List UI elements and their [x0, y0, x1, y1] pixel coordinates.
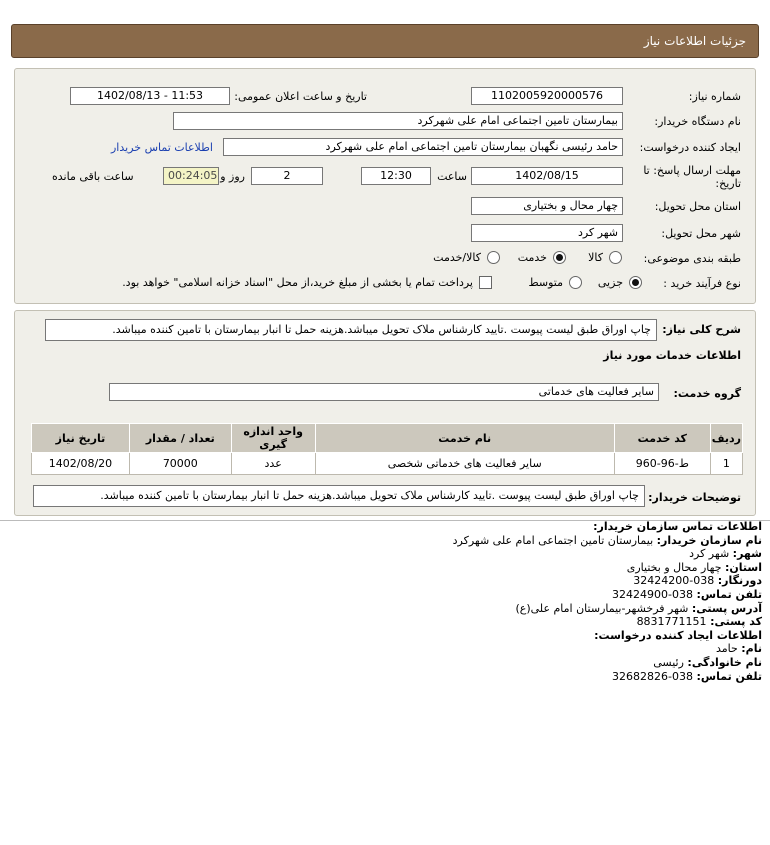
need-details-panel	[14, 310, 756, 516]
creator-family-line: نام خانوادگی: رئیسی	[653, 655, 762, 669]
contact-province-line: استان: چهار محال و بختیاری	[626, 560, 762, 574]
need-number-label: شماره نیاز:	[688, 90, 741, 103]
col-row: ردیف	[710, 424, 742, 453]
col-service-code: کد خدمت	[614, 424, 710, 453]
contact-info	[162, 520, 762, 683]
category-option-service: خدمت	[517, 251, 547, 264]
buyer-notes-label: توضیحات خریدار:	[648, 491, 741, 504]
category-option-goods: کالا	[588, 251, 603, 264]
service-group-label: گروه خدمت:	[673, 387, 741, 400]
contact-postal-line: کد پستی: 8831771151	[636, 615, 762, 629]
summary-label: شرح کلی نیاز:	[662, 323, 741, 336]
services-heading: اطلاعات خدمات مورد نیاز	[603, 349, 741, 362]
announce-field[interactable]: 1402/08/13 - 11:53	[70, 87, 230, 105]
need-info-panel	[14, 68, 756, 304]
creator-name-line: نام: حامد	[715, 642, 762, 656]
category-radio-goods-service[interactable]	[487, 251, 500, 264]
deadline-time-field[interactable]: 12:30	[361, 167, 431, 185]
days-label: روز و	[220, 170, 245, 183]
buyer-org-field[interactable]: بیمارستان تامین اجتماعی امام علی شهرکرد	[173, 112, 623, 130]
cell-quantity: 70000	[129, 453, 231, 475]
deadline-date-field[interactable]: 1402/08/15	[471, 167, 623, 185]
announce-label: تاریخ و ساعت اعلان عمومی:	[234, 90, 367, 103]
category-option-goods-service: کالا/خدمت	[433, 251, 481, 264]
col-service-name: نام خدمت	[315, 424, 614, 453]
buyer-contact-link[interactable]: اطلاعات تماس خریدار	[111, 141, 213, 154]
col-quantity: تعداد / مقدار	[129, 424, 231, 453]
province-label: استان محل تحویل:	[654, 200, 741, 213]
province-field[interactable]: چهار محال و بختیاری	[471, 197, 623, 215]
need-number-field[interactable]: 1102005920000576	[471, 87, 623, 105]
services-table	[31, 423, 743, 475]
category-radio-service[interactable]	[553, 251, 566, 264]
service-group-field[interactable]: سایر فعالیت های خدماتی	[109, 383, 659, 401]
days-field[interactable]: 2	[251, 167, 323, 185]
contact-org-line: نام سازمان خریدار: بیمارستان تامین اجتماعی امام علی شهرکرد	[452, 533, 762, 547]
cell-service-code: ط-96-960	[614, 453, 710, 475]
remaining-timer: 00:24:05	[163, 167, 219, 185]
process-option-minor: جزیی	[597, 276, 623, 289]
buyer-notes-text: چاپ اوراق طبق لیست پیوست .تایید کارشناس ملاک تحویل میباشد.هزینه حمل تا انبار بیمارستان با تامین کننده میباشد.	[33, 485, 645, 507]
buyer-org-label: نام دستگاه خریدار:	[654, 115, 741, 128]
process-radio-medium[interactable]	[569, 276, 582, 289]
table-header-row	[32, 424, 743, 453]
page-title: جزئیات اطلاعات نیاز	[643, 34, 746, 48]
contact-address-line: آدرس پستی: شهر فرخشهر-بیمارستان امام علی(ع)	[515, 601, 762, 615]
category-label: طبقه بندی موضوعی:	[643, 252, 741, 265]
remaining-label: ساعت باقی مانده	[52, 170, 134, 183]
process-option-medium: متوسط	[528, 276, 563, 289]
treasury-payment-checkbox[interactable]	[479, 276, 492, 289]
cell-date: 1402/08/20	[32, 453, 130, 475]
col-unit: واحد اندازه گیری	[231, 424, 315, 453]
process-radio-minor[interactable]	[629, 276, 642, 289]
contact-city-line: شهر: شهر کرد	[689, 547, 762, 561]
cell-row: 1	[710, 453, 742, 475]
page-title-bar	[11, 24, 759, 58]
category-radio-goods[interactable]	[609, 251, 622, 264]
deadline-label: مهلت ارسال پاسخ: تا تاریخ:	[643, 164, 741, 190]
cell-service-name: سایر فعالیت های خدماتی شخصی	[315, 453, 614, 475]
summary-text: چاپ اوراق طبق لیست پیوست .تایید کارشناس ملاک تحویل میباشد.هزینه حمل تا انبار بیمارستان با تامین کننده میباشد.	[45, 319, 657, 341]
payment-note: پرداخت تمام یا بخشی از مبلغ خرید،از محل "اسناد خزانه اسلامی" خواهد بود.	[122, 276, 473, 289]
contact-fax-line: دورنگار: 038-32424200	[633, 574, 762, 588]
city-label: شهر محل تحویل:	[661, 227, 741, 240]
contact-phone-line: تلفن تماس: 038-32424900	[612, 587, 762, 601]
creator-heading: اطلاعات ایجاد کننده درخواست:	[594, 628, 762, 642]
table-row[interactable]	[32, 453, 743, 475]
contact-heading: اطلاعات تماس سازمان خریدار:	[593, 520, 762, 533]
cell-unit: عدد	[231, 453, 315, 475]
creator-field[interactable]: حامد رئیسی نگهبان بیمارستان تامین اجتماعی امام علی شهرکرد	[223, 138, 623, 156]
creator-phone-line: تلفن تماس: 038-32682826	[612, 669, 762, 683]
city-field[interactable]: شهر کرد	[471, 224, 623, 242]
creator-label: ایجاد کننده درخواست:	[639, 141, 741, 154]
col-date: تاریخ نیاز	[32, 424, 130, 453]
process-label: نوع فرآیند خرید :	[663, 277, 741, 290]
time-label: ساعت	[437, 170, 467, 183]
